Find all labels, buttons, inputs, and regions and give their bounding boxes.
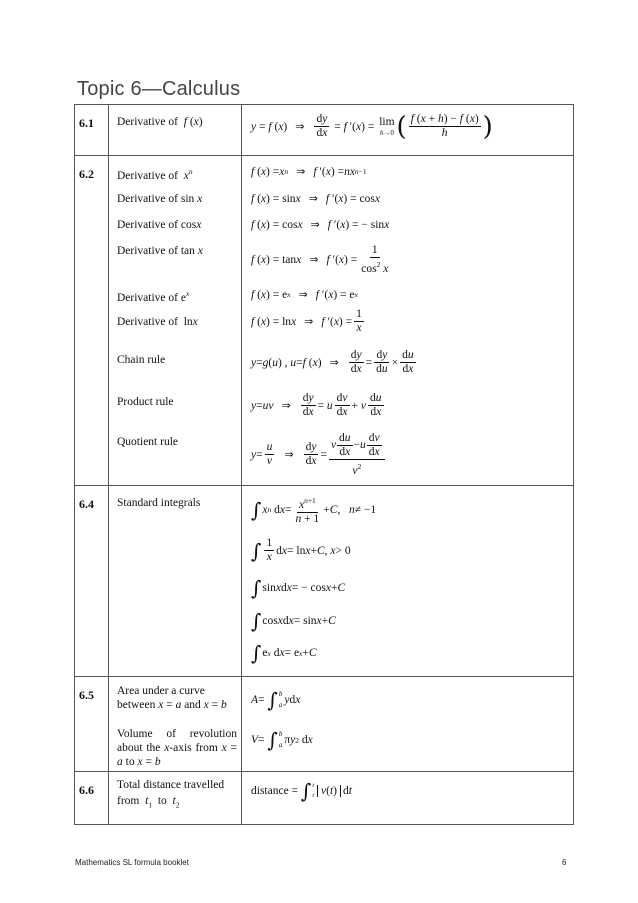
section-number: 6.1 — [75, 105, 109, 156]
formula-tan-derivative: f ( x ) = tan x ⇒ f ′( x ) = $\frac{1}{\cos^2 x}$ — [251, 244, 389, 275]
formula-cell — [242, 677, 574, 772]
row-label: Derivative of f (x) — [117, 116, 203, 128]
formula-table — [74, 104, 574, 825]
row-label: Derivative of tan x — [117, 245, 203, 257]
row-label: Quotient rule — [117, 436, 178, 448]
formula-power-integral: ∫ x n d x = $\frac{x^{n+1}}{n + 1}$ + C , n ≠ −1 — [251, 496, 377, 525]
formula-cos-derivative: f ( x ) = cos x ⇒ f ′( x ) = − sin x — [251, 218, 390, 231]
formula-quotient-rule: y = $\frac{u}{v}$ ⇒ $\frac{dy}{dx}$ = v $\frac{du}{dx}$ − u $\frac{dv}{dx}$ $v^2$ — [251, 432, 387, 478]
row-label: Standard integrals — [117, 497, 201, 509]
formula-cell — [242, 105, 574, 156]
footer-page-number: 6 — [562, 858, 567, 867]
row-label-cell — [109, 772, 242, 825]
formula-area: A = ∫ b a y d x — [251, 688, 301, 712]
row-label-cell — [109, 156, 242, 486]
row-label: Derivative of $e^x$ — [117, 289, 190, 304]
table-row — [75, 772, 574, 825]
formula-power-rule: f ( x ) = x n ⇒ f ′( x ) = nx n−1 — [251, 165, 367, 178]
table-row — [75, 105, 574, 156]
row-label: Derivative of lnx — [117, 316, 198, 328]
table-row — [75, 156, 574, 486]
row-label-cell — [109, 105, 242, 156]
row-label: Total distance travelled from $t_1$ to $t_2$ — [117, 779, 225, 810]
formula-cell — [242, 156, 574, 486]
formula-distance: distance = ∫ t t v(t) d t — [251, 779, 352, 803]
formula-cos-integral: ∫ cos x d x = sin x + C — [251, 609, 336, 633]
footer-booklet-title: Mathematics SL formula booklet — [75, 858, 189, 867]
formula-reciprocal-integral: ∫ $\frac{1}{x}$ d x = ln x + C , x > 0 — [251, 537, 351, 563]
row-label: Derivative of sin x — [117, 193, 203, 205]
formula-sin-derivative: f ( x ) = sin x ⇒ f ′( x ) = cos x — [251, 192, 380, 205]
formula-ln-derivative: f ( x ) = ln x ⇒ f ′( x ) = $\frac{1}{x}$ — [251, 308, 362, 334]
formula-sin-integral: ∫ sin x d x = − cos x + C — [251, 576, 346, 600]
formula-exp-integral: ∫ e x d x = e x + C — [251, 641, 317, 665]
page-title: Topic 6—Calculus — [77, 78, 241, 100]
table-row — [75, 677, 574, 772]
row-label-area: Area under a curve between x = a and x = b — [117, 685, 227, 711]
row-label-volume: Volume of revolution about the x-axis from x = a to x = b — [117, 728, 237, 768]
row-label: Derivative of $x^n$ — [117, 167, 193, 182]
row-label-cell — [109, 486, 242, 677]
row-label: Derivative of cosx — [117, 219, 202, 231]
row-label: Product rule — [117, 396, 174, 408]
formula-product-rule: y = uv ⇒ $\frac{dy}{dx}$ = u $\frac{dv}{dx}$ + v $\frac{du}{dx}$ — [251, 392, 382, 418]
formula-derivative-definition: y = f ( x ) ⇒ $\frac{dy}{dx}$ = f ′( x ) = lim h→0 ( $\frac{f (x + h) - f (x)}{h}$ ) — [251, 111, 493, 142]
row-label-cell — [109, 677, 242, 772]
formula-cell — [242, 486, 574, 677]
formula-exp-derivative: f ( x ) = e x ⇒ f ′( x ) = e x — [251, 288, 358, 301]
section-number: 6.6 — [75, 772, 109, 825]
formula-cell — [242, 772, 574, 825]
section-number: 6.5 — [75, 677, 109, 772]
section-number: 6.2 — [75, 156, 109, 486]
row-label: Chain rule — [117, 354, 166, 366]
formula-chain-rule: y = g ( u ) , u = f ( x ) ⇒ $\frac{dy}{dx}$ = $\frac{dy}{du}$ × $\frac{du}{dx}$ — [251, 349, 414, 375]
formula-volume: V = ∫ b a π y 2 d x — [251, 728, 313, 752]
table-row — [75, 486, 574, 677]
section-number: 6.4 — [75, 486, 109, 677]
